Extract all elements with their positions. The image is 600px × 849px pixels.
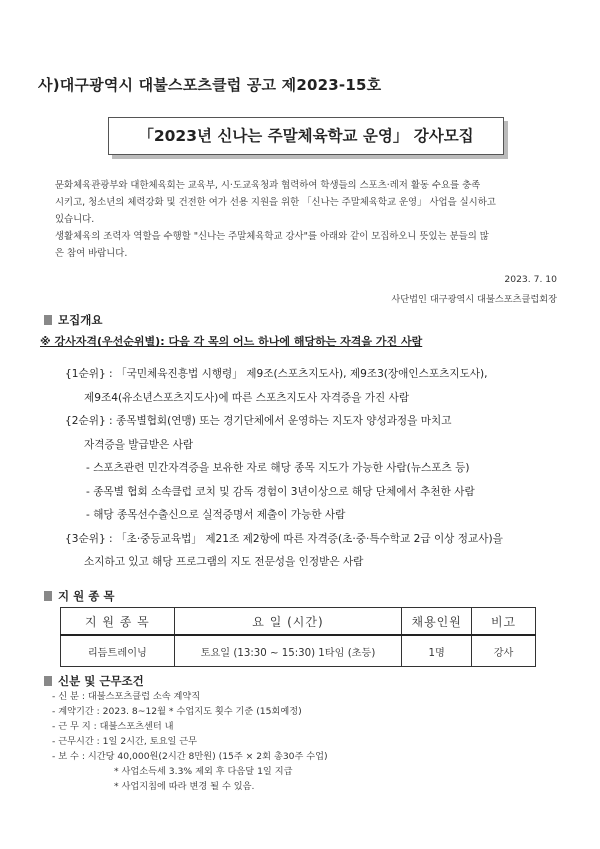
header-position: 지 원 종 목 bbox=[61, 608, 175, 636]
qual-line-4: 자격증을 발급받은 사람 bbox=[84, 439, 194, 451]
section-conditions-label: 신분 및 근무조건 bbox=[58, 674, 144, 688]
condition-line-4: - 근무시간 : 1일 2시간, 토요일 근무 bbox=[52, 736, 198, 747]
condition-line-5: - 보 수 : 시간당 40,000원(2시간 8만원) (15주 × 2회 총30주 수업) bbox=[52, 751, 328, 762]
cell-note: 강사 bbox=[472, 635, 536, 667]
cell-position: 리듬트레이닝 bbox=[61, 635, 175, 667]
section-positions bbox=[44, 588, 114, 604]
table-header-row bbox=[61, 608, 536, 636]
intro-line-1: 문화체육관광부와 대한체육회는 교육부, 시·도교육청과 협력하여 학생들의 스포츠·레저 활동 수요를 충족 bbox=[55, 180, 481, 191]
qual-line-3: {2순위} : 종목별협회(연맹) 또는 경기단체에서 운영하는 지도자 양성과정을 마치고 bbox=[65, 415, 452, 427]
section-conditions bbox=[44, 673, 144, 689]
qual-line-5: - 스포츠관련 민간자격증을 보유한 자로 해당 종목 지도가 가능한 사람(뉴스포츠 등) bbox=[86, 462, 470, 474]
table-row bbox=[61, 635, 536, 667]
cell-headcount: 1명 bbox=[402, 635, 472, 667]
qualification-text: ※ 강사자격(우선순위별): 다음 각 목의 어느 하나에 해당하는 자격을 가진 사람 bbox=[40, 335, 423, 348]
page-title: 「2023년 신나는 주말체육학교 운영」 강사모집 bbox=[108, 117, 504, 155]
intro-line-2: 시키고, 청소년의 체력강화 및 건전한 여가 선용 지원을 위한 「신나는 주말체육학교 운영」 사업을 실시하고 bbox=[55, 197, 496, 208]
condition-note-1: * 사업소득세 3.3% 제외 후 다음달 1일 지급 bbox=[114, 766, 293, 777]
header-schedule: 요 일 (시간) bbox=[174, 608, 402, 636]
section-recruit bbox=[44, 312, 102, 328]
qual-line-6: - 종목별 협회 소속클럽 코치 및 감독 경험이 3년이상으로 해당 단체에서 추천한 사람 bbox=[86, 486, 475, 498]
qual-line-9: 소지하고 있고 해당 프로그램의 지도 전문성을 인정받은 사람 bbox=[84, 556, 364, 568]
condition-line-3: - 근 무 지 : 대불스포츠센터 내 bbox=[52, 721, 174, 732]
intro-line-5: 은 참여 바랍니다. bbox=[55, 248, 128, 259]
organization-name: 사단법인 대구광역시 대불스포츠클럽회장 bbox=[391, 294, 557, 305]
header-note: 비고 bbox=[472, 608, 536, 636]
condition-note-2: * 사업지침에 따라 변경 될 수 있음. bbox=[114, 781, 255, 792]
condition-line-1: - 신 분 : 대불스포츠클럽 소속 계약직 bbox=[52, 691, 201, 702]
notice-header: 사)대구광역시 대불스포츠클럽 공고 제2023-15호 bbox=[38, 76, 382, 94]
qual-line-2: 제9조4(유소년스포츠지도사)에 따른 스포츠지도사 자격증을 가진 사람 bbox=[84, 392, 410, 404]
section-marker-icon bbox=[44, 591, 52, 601]
intro-line-4: 생활체육의 조력자 역할을 수행할 "신나는 주말체육학교 강사"를 아래와 같이 모집하오니 뜻있는 분들의 많 bbox=[55, 231, 489, 242]
qualification-heading bbox=[40, 333, 422, 349]
condition-line-2: - 계약기간 : 2023. 8~12월 * 수업지도 횟수 기준 (15회예정) bbox=[52, 706, 302, 717]
section-positions-label: 지 원 종 목 bbox=[58, 589, 115, 603]
notice-date: 2023. 7. 10 bbox=[504, 274, 557, 285]
header-headcount: 채용인원 bbox=[402, 608, 472, 636]
qual-line-7: - 해당 종목선수출신으로 실적증명서 제출이 가능한 사람 bbox=[86, 509, 346, 521]
intro-line-3: 있습니다. bbox=[55, 214, 95, 225]
section-recruit-label: 모집개요 bbox=[58, 313, 103, 327]
qual-line-1: {1순위} : 「국민체육진흥법 시행령」 제9조(스포츠지도사), 제9조3(장애인스포츠지도사), bbox=[65, 368, 488, 380]
section-marker-icon bbox=[44, 676, 52, 686]
qual-line-8: {3순위} : 「초·중등교육법」 제21조 제2항에 따른 자격증(초·중·특수학교 2급 이상 정교사)을 bbox=[65, 533, 503, 545]
schedule-table bbox=[60, 607, 536, 667]
section-marker-icon bbox=[44, 315, 52, 325]
cell-schedule: 토요일 (13:30 ~ 15:30) 1타임 (초등) bbox=[174, 635, 402, 667]
